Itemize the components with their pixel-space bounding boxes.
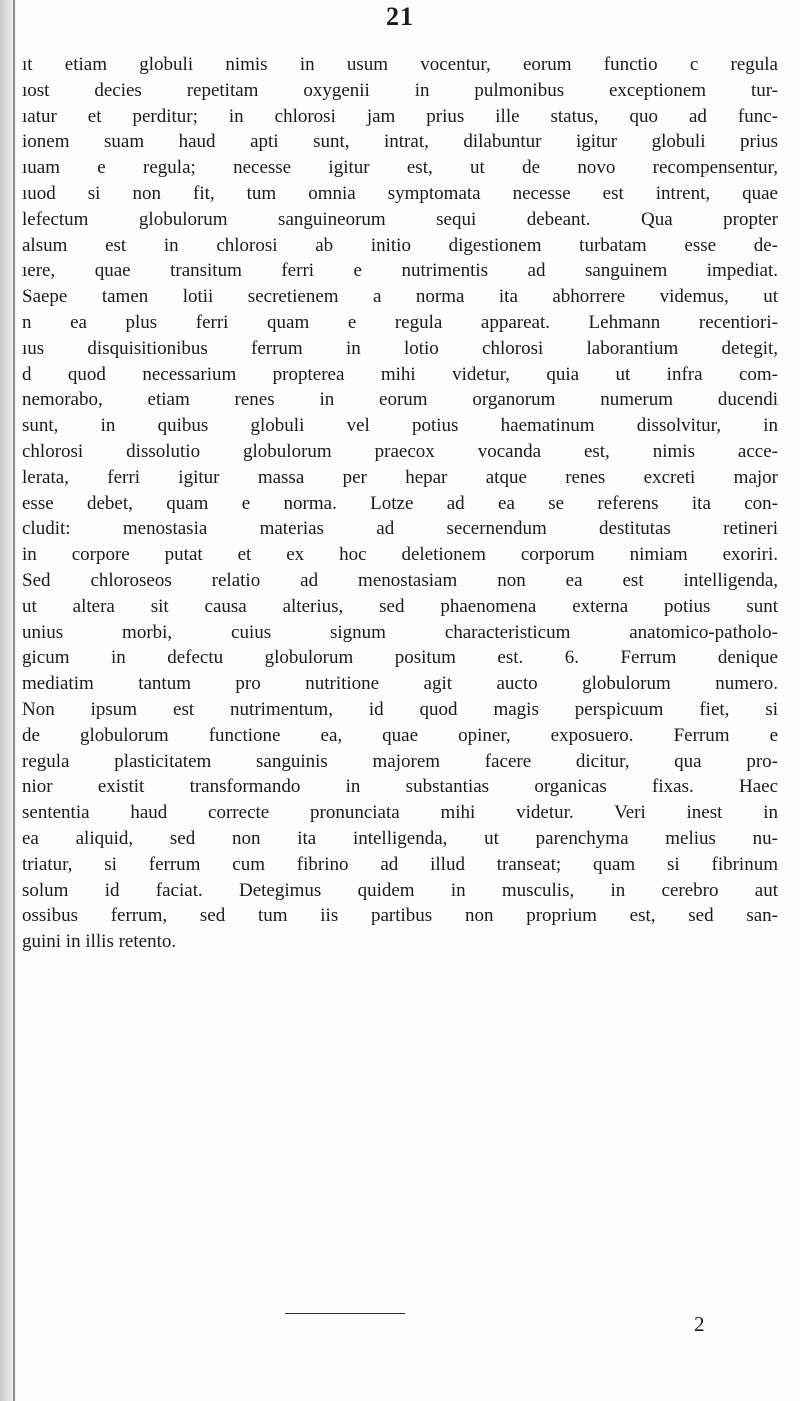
text-line: chlorosi dissolutio globulorum praecox vocanda est, nimis acce-: [22, 440, 778, 462]
text-line: d quod necessarium propterea mihi videtur, quia ut infra com-: [22, 363, 778, 385]
text-line: ıus disquisitionibus ferrum in lotio chlorosi laborantium detegit,: [22, 337, 778, 359]
footer-rule: [285, 1313, 405, 1314]
text-line: ıt etiam globuli nimis in usum vocentur, eorum functio c regula: [22, 54, 778, 75]
text-line: ıuam e regula; necesse igitur est, ut de novo recompensentur,: [22, 157, 778, 179]
text-line: Sed chloroseos relatio ad menostasiam non ea est intelligenda,: [22, 569, 778, 591]
text-line: ut altera sit causa alterius, sed phaenomena externa potius sunt: [22, 595, 778, 617]
text-line: gicum in defectu globulorum positum est. 6. Ferrum denique: [22, 647, 778, 669]
text-line: alsum est in chlorosi ab initio digestionem turbatam esse de-: [22, 234, 778, 256]
text-line: ionem suam haud apti sunt, intrat, dilabuntur igitur globuli prius: [22, 131, 778, 153]
binding-edge-line: [13, 0, 15, 1401]
text-line-final: guini in illis retento.: [22, 931, 177, 953]
text-line: lefectum globulorum sanguineorum sequi debeant. Qua propter: [22, 208, 778, 230]
text-line: unius morbi, cuius signum characteristicum anatomico-patholo-: [22, 621, 778, 643]
text-line: triatur, si ferrum cum fibrino ad illud transeat; quam si fibrinum: [22, 853, 778, 875]
text-line: in corpore putat et ex hoc deletionem corporum nimiam exoriri.: [22, 544, 778, 566]
text-line: de globulorum functione ea, quae opiner, exposuero. Ferrum e: [22, 724, 778, 746]
text-line: esse debet, quam e norma. Lotze ad ea se referens ita con-: [22, 492, 778, 514]
text-line: regula plasticitatem sanguinis majorem facere dicitur, qua pro-: [22, 750, 778, 772]
text-line: n ea plus ferri quam e regula appareat. Lehmann recentiori-: [22, 311, 778, 333]
text-line: ossibus ferrum, sed tum iis partibus non proprium est, sed san-: [22, 905, 778, 927]
signature-mark: 2: [694, 1312, 705, 1336]
text-line: solum id faciat. Detegimus quidem in musculis, in cerebro aut: [22, 879, 778, 901]
text-line: ıuod si non fit, tum omnia symptomata necesse est intrent, quae: [22, 182, 778, 204]
text-line: Non ipsum est nutrimentum, id quod magis perspicuum fiet, si: [22, 698, 778, 720]
text-line: cludit: menostasia materias ad secernendum destitutas retineri: [22, 518, 778, 540]
text-line: ea aliquid, sed non ita intelligenda, ut parenchyma melius nu-: [22, 827, 778, 849]
page-number: 21: [386, 2, 414, 31]
text-line: sententia haud correcte pronunciata mihi videtur. Veri inest in: [22, 802, 778, 824]
text-line: ıatur et perditur; in chlorosi jam prius ille status, quo ad func-: [22, 105, 778, 127]
text-line: ıost decies repetitam oxygenii in pulmonibus exceptionem tur-: [22, 79, 778, 101]
text-line: lerata, ferri igitur massa per hepar atque renes excreti major: [22, 466, 778, 488]
text-line: mediatim tantum pro nutritione agit aucto globulorum numero.: [22, 673, 778, 695]
body-text: [22, 52, 778, 955]
text-line: sunt, in quibus globuli vel potius haematinum dissolvitur, in: [22, 415, 778, 437]
text-line: nemorabo, etiam renes in eorum organorum numerum ducendi: [22, 389, 778, 411]
text-line: Saepe tamen lotii secretienem a norma ita abhorrere videmus, ut: [22, 286, 778, 308]
text-line: nior existit transformando in substantias organicas fixas. Haec: [22, 776, 778, 798]
text-line: ıere, quae transitum ferri e nutrimentis ad sanguinem impediat.: [22, 260, 778, 282]
